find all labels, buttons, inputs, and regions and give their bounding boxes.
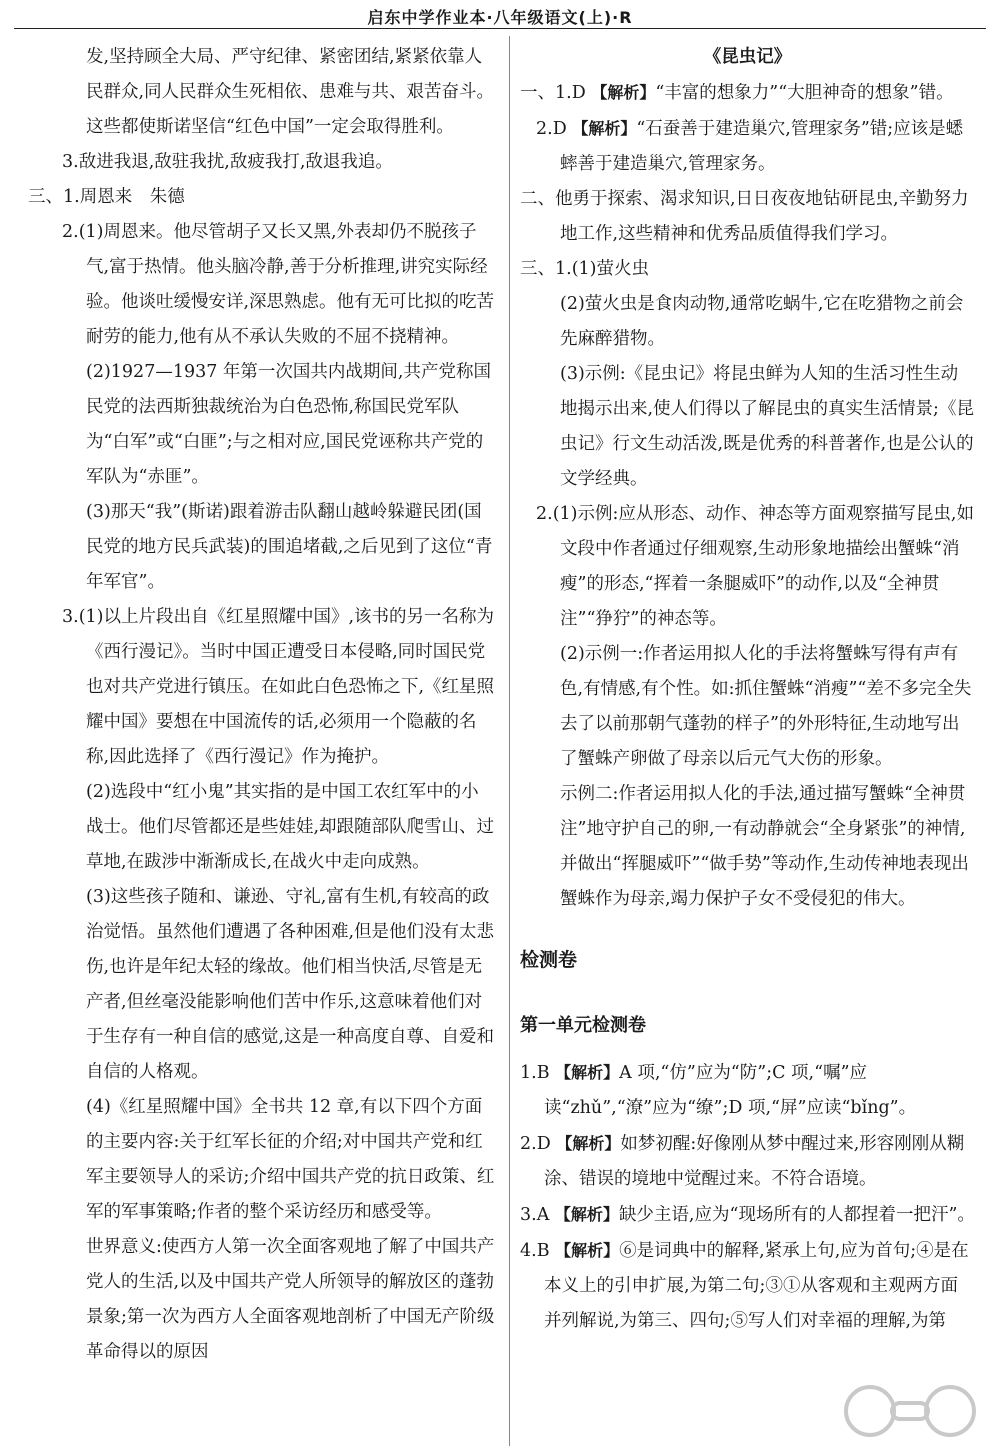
analysis-tag: 【解析】	[556, 1134, 621, 1153]
answer-text: 如梦初醒:好像刚从梦中醒过来,形容刚刚从糊涂、错误的境地中觉醒过来。不符合语境。	[544, 1134, 965, 1189]
right-column	[520, 40, 975, 1339]
answer-paragraph: 2.(1)示例:应从形态、动作、神态等方面观察描写昆虫,如文段中作者通过仔细观察,生动形象地描绘出蟹蛛“消瘦”的形态,“挥着一条腿威吓”的动作,以及“全神贯注”“狰狞”的神态等。	[536, 504, 974, 629]
answer-item	[520, 75, 975, 111]
section-heading: 检测卷	[520, 949, 578, 971]
answer-text: A 项,“仿”应为“防”;C 项,“嘱”应读“zhǔ”,“潦”应为“缭”;D 项,“屏”应读“bǐng”。	[544, 1063, 917, 1118]
analysis-tag: 【解析】	[591, 83, 656, 102]
analysis-tag: 【解析】	[554, 1205, 619, 1224]
answer-item	[520, 1233, 975, 1339]
answer-text: “石蚕善于建造巢穴,管理家务”错;应该是蟋蟀善于建造巢穴,管理家务。	[560, 119, 964, 174]
answer-number: 1.B	[520, 1063, 550, 1083]
answer-item	[520, 1055, 975, 1126]
answer-number: 3.A	[520, 1205, 550, 1225]
analysis-tag: 【解析】	[555, 1063, 620, 1082]
subsection-heading: 第一单元检测卷	[520, 1015, 646, 1036]
answer-number: 一、1.D	[520, 83, 586, 103]
answer-paragraph: (2)选段中“红小鬼”其实指的是中国工农红军中的小战士。他们尽管都还是些娃娃,却跟随部队爬雪山、过草地,在跋涉中渐渐成长,在战火中走向成熟。	[86, 782, 495, 872]
answer-paragraph: 3.(1)以上片段出自《红星照耀中国》,该书的另一名称为《西行漫记》。当时中国正遭受日本侵略,同时国民党也对共产党进行镇压。在如此白色恐怖之下,《红星照耀中国》要想在中国流传的话,必须用一个隐蔽的名称,因此选择了《西行漫记》作为掩护。	[62, 607, 495, 767]
watermark-logo	[840, 1381, 980, 1441]
answer-paragraph: (4)《红星照耀中国》全书共 12 章,有以下四个方面的主要内容:关于红军长征的介绍;对中国共产党和红军主要领导人的采访;介绍中国共产党的抗日政策、红军的军事策略;作者的整个采访经历和感受等。	[86, 1097, 495, 1222]
answer-paragraph: (2)示例一:作者运用拟人化的手法将蟹蛛写得有声有色,有情感,有个性。如:抓住蟹蛛“消瘦”“差不多完全失去了以前那朝气蓬勃的样子”的外形特征,生动地写出了蟹蛛产卵做了母亲以后元气大伤的形象。	[560, 644, 972, 769]
answer-paragraph: 示例二:作者运用拟人化的手法,通过描写蟹蛛“全神贯注”地守护自己的卵,一有动静就会“全身紧张”的神情,并做出“挥腿威吓”“做手势”等动作,生动传神地表现出蟹蛛作为母亲,竭力保护子女不受侵犯的伟大。	[560, 784, 969, 909]
answer-paragraph: 2.(1)周恩来。他尽管胡子又长又黑,外表却仍不脱孩子气,富于热情。他头脑冷静,善于分析推理,讲究实际经验。他谈吐缓慢安详,深思熟虑。他有无可比拟的吃苦耐劳的能力,他有从不承认失败的不屈不挠精神。	[62, 222, 495, 347]
answer-text: 缺少主语,应为“现场所有的人都捏着一把汗”。	[618, 1205, 975, 1225]
header-rule	[14, 28, 986, 29]
answer-text: ⑥是词典中的解释,紧承上句,应为首句;④是在本义上的引申扩展,为第二句;③①从客观和主观两方面并列解说,为第三、四句;⑤写人们对幸福的理解,为第	[544, 1241, 969, 1331]
answer-paragraph: 世界意义:使西方人第一次全面客观地了解了中国共产党人的生活,以及中国共产党人所领导的解放区的蓬勃景象;第一次为西方人全面客观地剖析了中国无产阶级革命得以的原因	[86, 1237, 495, 1362]
answer-text: “丰富的想象力”“大胆神奇的想象”错。	[655, 83, 954, 103]
answer-item	[520, 1126, 975, 1197]
answer-item	[520, 1197, 975, 1233]
answer-number: 4.B	[520, 1241, 550, 1261]
answer-number: 2.D	[520, 1134, 551, 1154]
book-title: 《昆虫记》	[703, 47, 792, 67]
analysis-tag: 【解析】	[555, 1241, 620, 1260]
answer-paragraph: (3)那天“我”(斯诺)跟着游击队翻山越岭躲避民团(国民党的地方民兵武装)的围追堵截,之后见到了这位“青年军官”。	[86, 502, 493, 592]
page-header	[0, 0, 1000, 30]
answer-paragraph: (3)这些孩子随和、谦逊、守礼,富有生机,有较高的政治觉悟。虽然他们遭遇了各种困难,但是他们没有太悲伤,也许是年纪太轻的缘故。他们相当快活,尽管是无产者,但丝毫没能影响他们苦中作乐,这意味着他们对于生存有一种自信的感觉,这是一种高度自尊、自爱和自信的人格观。	[86, 887, 495, 1082]
left-column	[28, 40, 496, 1370]
answer-paragraph: (3)示例:《昆虫记》将昆虫鲜为人知的生活习性生动地揭示出来,使人们得以了解昆虫的真实生活情景;《昆虫记》行文生动活泼,既是优秀的科普著作,也是公认的文学经典。	[560, 364, 974, 489]
answer-paragraph: 二、他勇于探索、渴求知识,日日夜夜地钻研昆虫,辛勤努力地工作,这些精神和优秀品质值得我们学习。	[520, 189, 969, 244]
answer-paragraph: 三、1.(1)萤火虫	[520, 259, 649, 279]
header-title: 启东中学作业本·八年级语文(上)·R	[367, 8, 633, 27]
answer-number: 2.D	[536, 119, 567, 139]
answer-paragraph: (2)1927—1937 年第一次国共内战期间,共产党称国民党的法西斯独裁统治为白色恐怖,称国民党军队为“白军”或“白匪”;与之相对应,国民党诬称共产党的军队为“赤匪”。	[86, 362, 491, 487]
answer-paragraph: (2)萤火虫是食肉动物,通常吃蜗牛,它在吃猎物之前会先麻醉猎物。	[560, 294, 964, 349]
answer-item	[520, 111, 975, 182]
answer-paragraph: 发,坚持顾全大局、严守纪律、紧密团结,紧紧依靠人民群众,同人民群众生死相依、患难与共、艰苦奋斗。这些都使斯诺坚信“红色中国”一定会取得胜利。	[86, 47, 495, 137]
column-divider	[509, 36, 510, 1446]
analysis-tag: 【解析】	[572, 119, 637, 138]
answer-paragraph: 3.敌进我退,敌驻我扰,敌疲我打,敌退我追。	[62, 152, 393, 172]
answer-heading: 三、1.周恩来 朱德	[28, 187, 185, 207]
